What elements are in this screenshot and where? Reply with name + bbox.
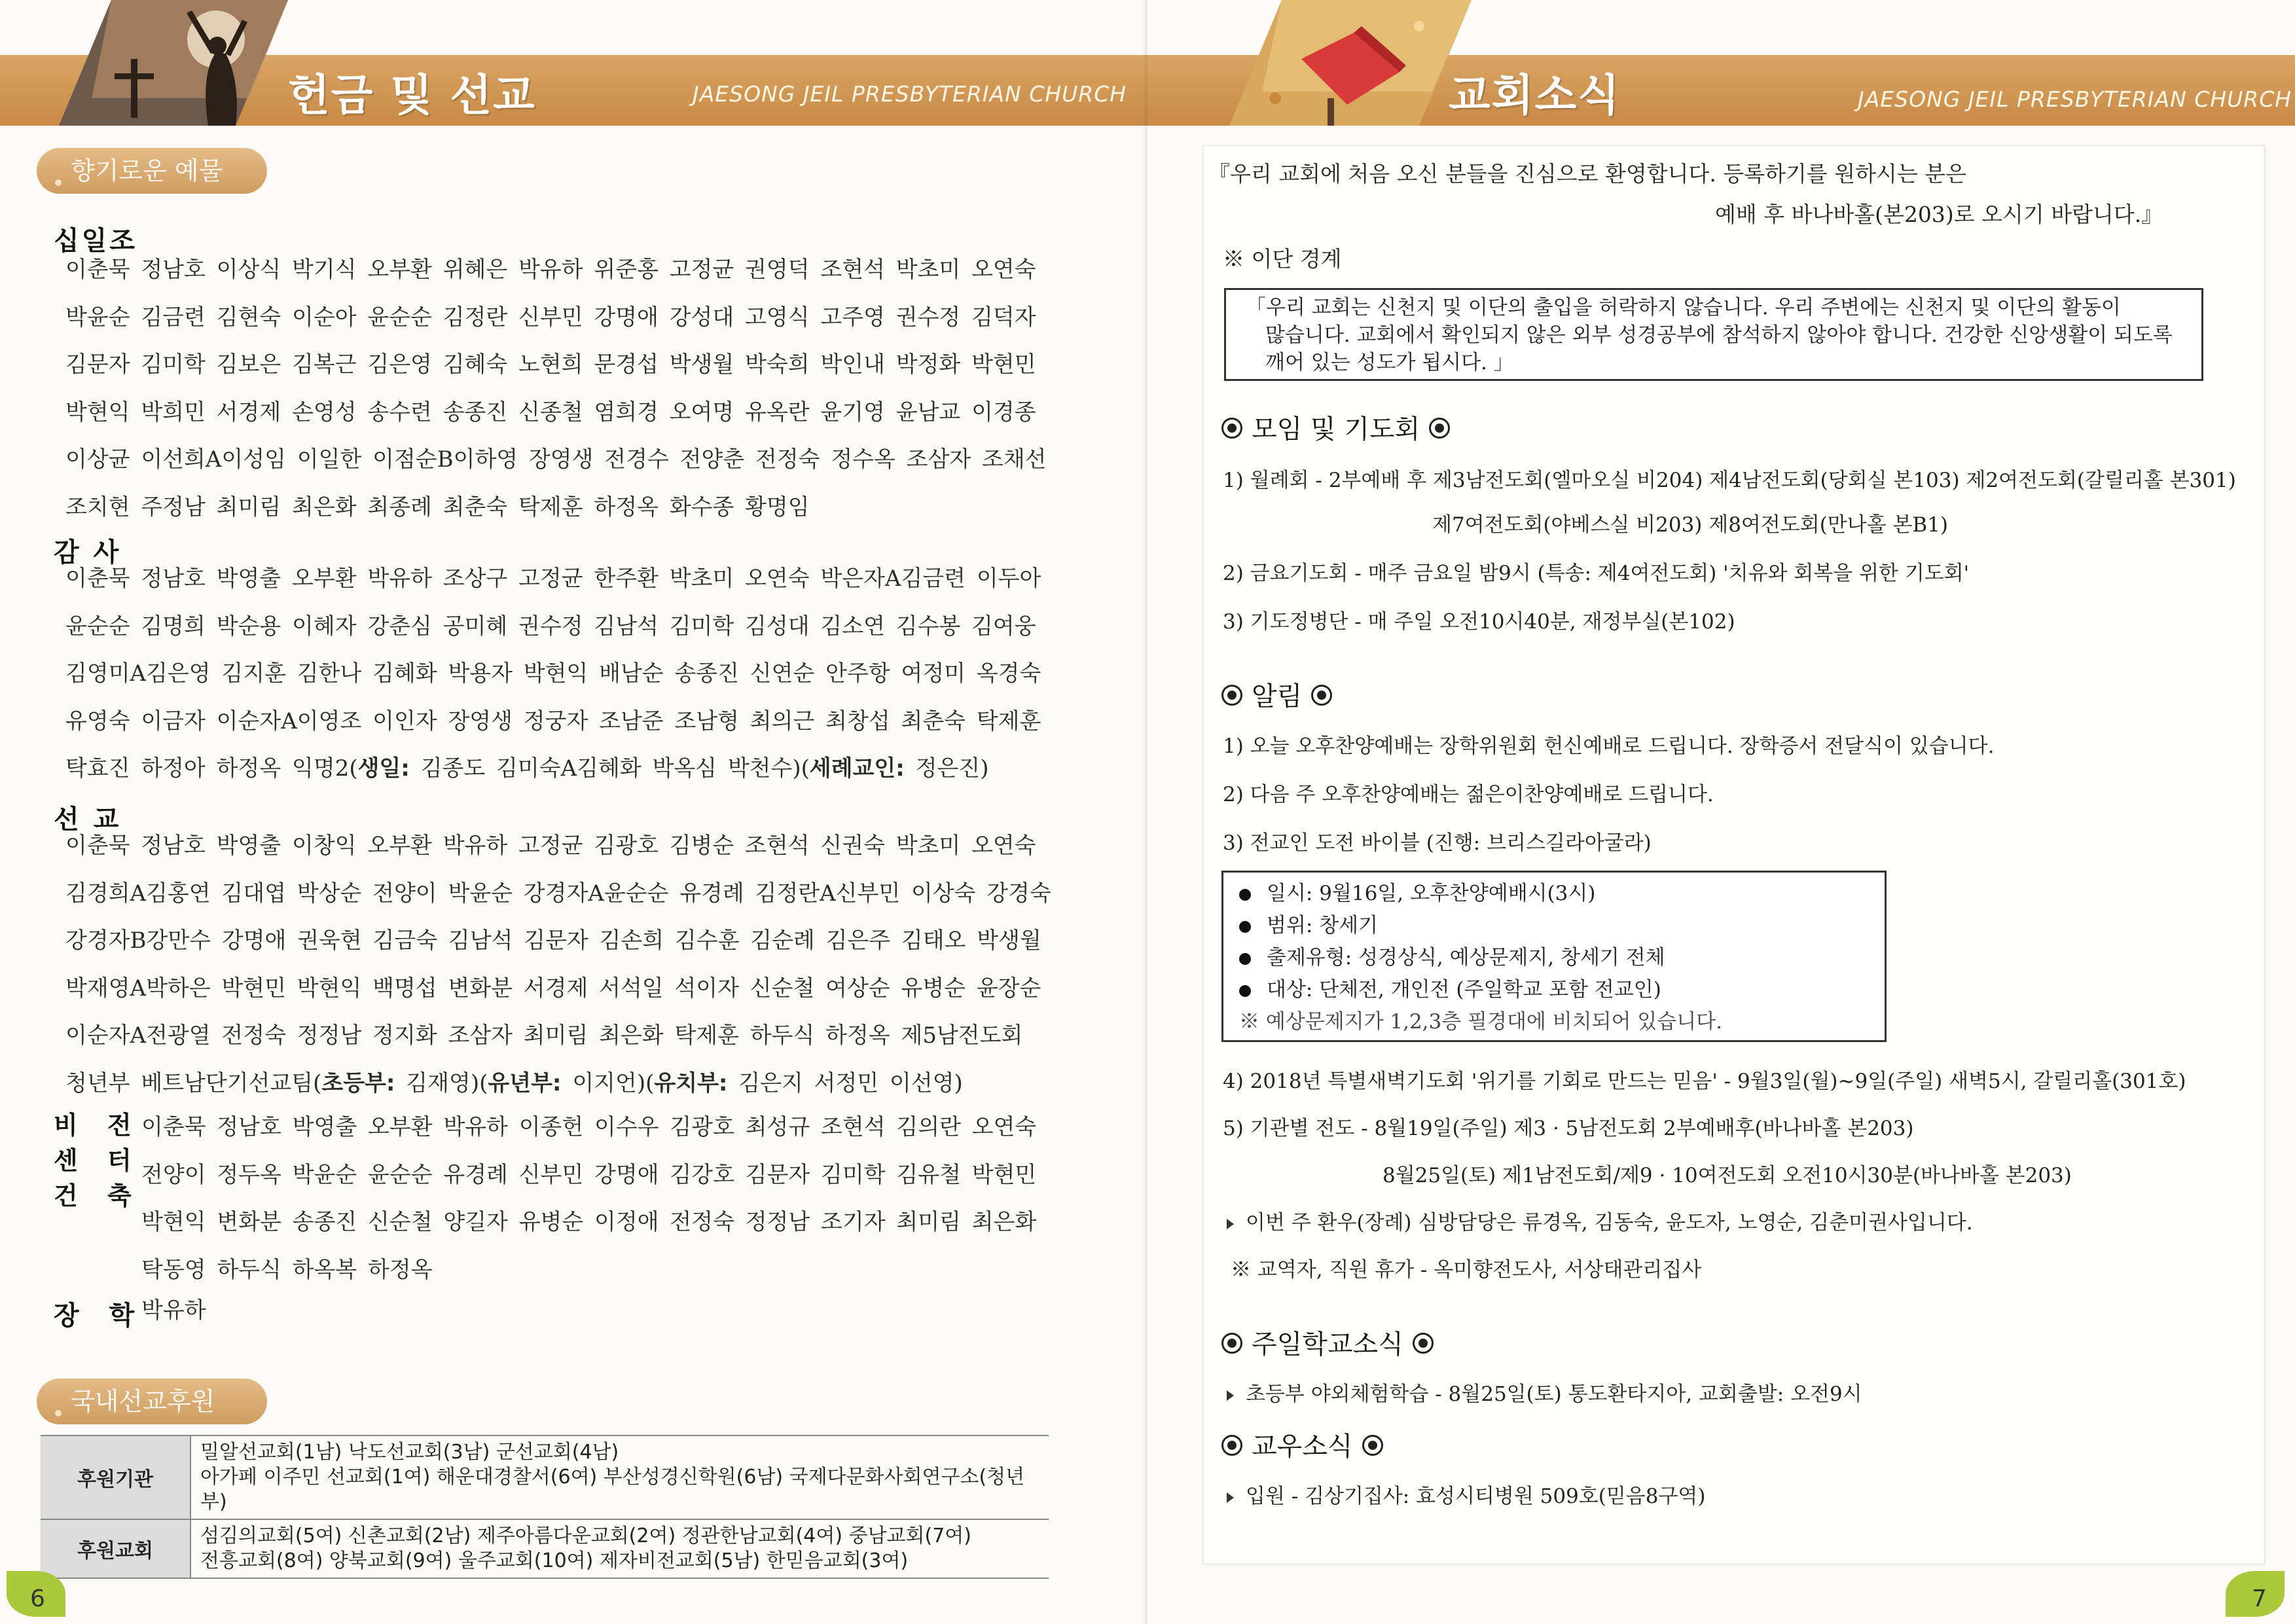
meeting-item: 제7여전도회(야베스실 비203) 제8여전도회(만나홀 본B1) (1432, 513, 1949, 537)
members-heading (1212, 1426, 1392, 1463)
bible-box-text: 대상: 단체전, 개인전 (주일학교 포함 전교인) (1267, 978, 1661, 1001)
heresy-warning-box (1224, 288, 2203, 381)
visit-notice (1227, 1206, 1973, 1235)
notice-item: 8월25일(토) 제1남전도회/제9 · 10여전도회 오전10시30분(바나바홀 본203) (1382, 1164, 2072, 1187)
bible-box-line (1239, 910, 1885, 942)
name-line: 김경희A김홍연 김대엽 박상순 전양이 박윤순 강경자A윤순순 유경례 김정란A신부민 이상숙 강경숙 (65, 880, 1051, 907)
meeting-item: 1) 월례회 - 2부예배 후 제3남전도회(엘마오실 비204) 제4남전도회(당회실 본103) 제2여전도회(갈릴리홀 본301) (1223, 469, 2236, 492)
church-name: JAESONG JEIL PRESBYTERIAN CHURCH (1858, 86, 2292, 112)
name-line: 전양이 정두옥 박윤순 윤순순 유경례 신부민 강명애 김강호 김문자 김미학 김유철 박현민 (141, 1161, 1037, 1188)
elem-label: 초등부: (321, 1070, 395, 1096)
bullet-circle-icon (1362, 1435, 1383, 1456)
bullet-dot-icon (1239, 921, 1251, 933)
bible-box-text: 범위: 창세기 (1267, 914, 1379, 937)
triangle-bullet-icon (1227, 1219, 1234, 1229)
support-table (41, 1435, 1049, 1579)
table-row (41, 1519, 1049, 1578)
vision-title-line: 비 전 (54, 1111, 142, 1140)
members-text: 입원 - 김상기집사: 효성시티병원 509호(믿음8구역) (1246, 1485, 1706, 1508)
visit-text: 이번 주 환우(장례) 심방담당은 류경옥, 김동숙, 윤도자, 노영순, 김춘미권사입니다. (1246, 1211, 1973, 1235)
name-line: 조치현 주정남 최미림 최은화 최종례 최춘숙 탁제훈 하정옥 화수종 황명임 (65, 494, 810, 520)
meeting-item: 2) 금요기도회 - 매주 금요일 밤9시 (특송: 제4여전도회) '치유와 회복을 위한 기도회' (1223, 562, 1970, 585)
worship-photo (39, 0, 288, 126)
notices-title: 알림 (1252, 681, 1303, 712)
name-line: 이춘묵 정남호 박영출 이창익 오부환 박유하 고정균 김광호 김병순 조현석 신권숙 박초미 오연숙 (65, 833, 1036, 859)
vision-title-line: 센 터 (54, 1146, 142, 1175)
bible-box-line (1239, 974, 1885, 1006)
vacation-notice: ※ 교역자, 직원 휴가 - 옥미향전도사, 서상태관리집사 (1231, 1258, 1702, 1282)
scholarship-title: 장 학 (54, 1301, 145, 1331)
support-label: 후원교회 (41, 1519, 190, 1578)
kinder-names: 이지언)( (561, 1070, 655, 1096)
support-value (190, 1435, 1049, 1519)
notice-item: 3) 전교인 도전 바이블 (진행: 브리스길라아굴라) (1223, 831, 1652, 855)
name-line: 이순자A전광열 전정숙 정정남 정지화 조삼자 최미림 최은화 탁제훈 하두식 하정옥 제5남전도회 (65, 1022, 1023, 1049)
page-number: 6 (30, 1585, 45, 1612)
support-line: 아가페 이주민 선교회(1여) 해운대경찰서(6여) 부산성경신학원(6남) 국제다문화사회연구소(청년부) (200, 1466, 1025, 1513)
name-line: 강경자B강만수 강명애 권욱현 김금숙 김남석 김문자 김손희 김수훈 김순례 김은주 김태오 박생월 (65, 928, 1041, 954)
name-line: 박재영A박하은 박현민 박현익 백명섭 변화분 서경제 서석일 석이자 신순철 여상순 유병순 윤장순 (65, 975, 1041, 1001)
bullet-circle-icon (1221, 418, 1242, 439)
preschool-label: 유치부: (654, 1070, 728, 1096)
vision-title (54, 1108, 142, 1214)
section-label-text: 국내선교후원 (71, 1387, 215, 1416)
sunday-school-heading (1212, 1324, 1443, 1361)
tithe-title: 십일조 (54, 226, 137, 256)
meetings-title: 모임 및 기도회 (1252, 414, 1420, 444)
notice-item: 5) 기관별 전도 - 8월19일(주일) 제3 · 5남전도회 2부예배후(바나바홀 본203) (1223, 1117, 1914, 1140)
section-label-text: 향기로운 예물 (71, 156, 223, 185)
name-line: 이춘묵 정남호 이상식 박기식 오부환 위혜은 박유하 위준홍 고정균 권영덕 조현석 박초미 오연숙 (65, 257, 1036, 283)
thanks-names (65, 555, 1067, 793)
page-number: 7 (2252, 1585, 2267, 1612)
kinder-label: 유년부: (488, 1070, 562, 1096)
tithe-names (65, 246, 1067, 531)
heresy-line: 많습니다. 교회에서 확인되지 않은 외부 성경공부에 참석하지 않아야 합니다. 건강한 신앙생활이 되도록 (1265, 323, 2173, 347)
triangle-bullet-icon (1227, 1390, 1234, 1401)
notice-item: 2) 다음 주 오후찬양예배는 젊은이찬양예배로 드립니다. (1223, 783, 1714, 806)
triangle-bullet-icon (1227, 1492, 1234, 1503)
notice-item: 4) 2018년 특별새벽기도회 '위기를 기회로 만드는 믿음' - 9월3일(월)~9일(주일) 새벽5시, 갈릴리홀(301호) (1223, 1070, 2186, 1093)
notices-heading (1212, 676, 1341, 713)
sunday-title: 주일학교소식 (1252, 1329, 1403, 1360)
notice-item: 1) 오늘 오후찬양예배는 장학위원회 헌신예배로 드립니다. 장학증서 전달식이 있습니다. (1223, 734, 1995, 758)
support-line: 섬김의교회(5여) 신촌교회(2남) 제주아름다운교회(2여) 정관한남교회(4여) 중남교회(7여) (200, 1525, 971, 1547)
section-label-offerings (37, 148, 267, 194)
vision-title-line: 건 축 (54, 1182, 142, 1210)
members-title: 교우소식 (1252, 1432, 1353, 1462)
welcome-line-1: 『우리 교회에 처음 오신 분들을 진심으로 환영합니다. 등록하기를 원하시는 분은 (1208, 161, 1966, 187)
bible-box-note: ※ 예상문제지가 1,2,3층 필경대에 비치되어 있습니다. (1239, 1010, 1722, 1034)
support-label: 후원기관 (41, 1435, 190, 1519)
heresy-line: 깨어 있는 성도가 됩시다. 」 (1265, 351, 1514, 374)
church-name: JAESONG JEIL PRESBYTERIAN CHURCH (693, 81, 1127, 107)
baptism-names: 정은진) (904, 755, 989, 782)
name-line: 윤순순 김명희 박순용 이혜자 강춘심 공미혜 권수정 김남석 김미학 김성대 김소연 김수봉 김여웅 (65, 613, 1036, 640)
vision-names (141, 1104, 1071, 1293)
bible-challenge-box (1221, 871, 1887, 1042)
name-line: 이춘묵 정남호 박영출 오부환 박유하 이종헌 이수우 김광호 최성규 조현석 김의란 오연숙 (141, 1114, 1037, 1140)
preschool-names: 김은지 서정민 이선영) (727, 1070, 963, 1096)
sunday-text: 초등부 야외체험학습 - 8월25일(토) 통도환타지아, 교회출발: 오전9시 (1246, 1382, 1862, 1406)
name-line: 이상균 이선희A이성임 이일한 이점순B이하영 장영생 전경수 전양춘 전정숙 정수옥 조삼자 조채선 (65, 446, 1047, 473)
name-line: 김영미A김은영 김지훈 김한나 김혜화 박용자 박현익 배남순 송종진 신연순 안주항 여정미 옥경숙 (65, 660, 1041, 687)
bullet-circle-icon (1221, 1435, 1242, 1456)
meetings-heading (1212, 408, 1459, 446)
support-line: 밀알선교회(1남) 낙도선교회(3남) 군선교회(4남) (200, 1441, 619, 1464)
support-value (190, 1519, 1049, 1578)
bullet-circle-icon (1413, 1333, 1434, 1354)
name-line (65, 1060, 1067, 1108)
name-line: 김문자 김미학 김보은 김복근 김은영 김혜숙 노현희 문경섭 박생월 박숙희 박인내 박정화 박현민 (65, 352, 1036, 378)
name-line: 이춘묵 정남호 박영출 오부환 박유하 조상구 고정균 한주환 박초미 오연숙 박은자A김금련 이두아 (65, 566, 1041, 592)
thanks-title: 감 사 (54, 537, 122, 568)
table-row (41, 1435, 1049, 1519)
mission-title: 선 교 (54, 804, 122, 835)
youth-prefix: 청년부 베트남단기선교팀( (65, 1070, 322, 1096)
welcome-line-2: 예배 후 바나바홀(본203)로 오시기 바랍니다.』 (1715, 202, 2163, 227)
name-line: 박현익 변화분 송종진 신순철 양길자 유병순 이정애 전정숙 정정남 조기자 최미림 최은화 (141, 1209, 1037, 1235)
page-title: 교회소식 (1449, 70, 1621, 120)
bible-box-text: 일시: 9월16일, 오후찬양예배시(3시) (1267, 882, 1596, 905)
bullet-dot-icon (1239, 985, 1251, 997)
bullet-circle-icon (1221, 1333, 1242, 1354)
bible-box-text: 출제유형: 성경상식, 예상문제지, 창세기 전체 (1267, 946, 1665, 969)
sunday-notice (1227, 1377, 1862, 1407)
bullet-circle-icon (1221, 685, 1242, 706)
bullet-circle-icon (1429, 418, 1450, 439)
birthday-names: 김종도 김미숙A김혜화 박옥심 박천수)( (409, 755, 810, 782)
bullet-circle-icon (1311, 685, 1332, 706)
heresy-title: ※ 이단 경계 (1223, 246, 1342, 272)
baptism-label: 세례교인: (809, 755, 905, 782)
bullet-dot-icon (1239, 953, 1251, 965)
birthday-label: 생일: (357, 755, 410, 782)
thanks-last-start: 탁효진 하정아 하정옥 익명2( (65, 755, 358, 782)
scholarship-names: 박유하 (141, 1297, 206, 1324)
pill-dot (55, 179, 62, 186)
name-line: 유영숙 이금자 이순자A이영조 이인자 장영생 정궁자 조남준 조남형 최의근 최창섭 최춘숙 탁제훈 (65, 708, 1041, 734)
support-line: 전흥교회(8여) 양북교회(9여) 울주교회(10여) 제자비전교회(5남) 한믿음교회(3여) (200, 1549, 909, 1572)
pill-dot (55, 1410, 62, 1416)
mailbox-photo (1210, 0, 1472, 126)
mission-names (65, 822, 1067, 1107)
heresy-line: 「우리 교회는 신천지 및 이단의 출입을 허락하지 않습니다. 우리 주변에는 신천지 및 이단의 활동이 (1246, 296, 2121, 319)
name-line (65, 745, 1067, 793)
section-label-support (37, 1379, 267, 1424)
meeting-item: 3) 기도정병단 - 매 주일 오전10시40분, 재정부실(본102) (1223, 610, 1735, 634)
name-line: 박현익 박희민 서경제 손영성 송수련 송종진 신종철 염희경 오여명 유옥란 윤기영 윤남교 이경종 (65, 399, 1036, 425)
members-notice (1227, 1479, 1705, 1509)
page-title: 헌금 및 선교 (288, 70, 536, 120)
bible-box-line (1239, 942, 1885, 974)
bible-box-line (1239, 878, 1885, 910)
elem-names: 김재영)( (395, 1070, 488, 1096)
name-line: 박윤순 김금련 김현숙 이순아 윤순순 김정란 신부민 강명애 강성대 고영식 고주영 권수정 김덕자 (65, 304, 1036, 331)
bullet-dot-icon (1239, 889, 1251, 901)
name-line: 탁동영 하두식 하옥복 하정옥 (141, 1256, 433, 1283)
